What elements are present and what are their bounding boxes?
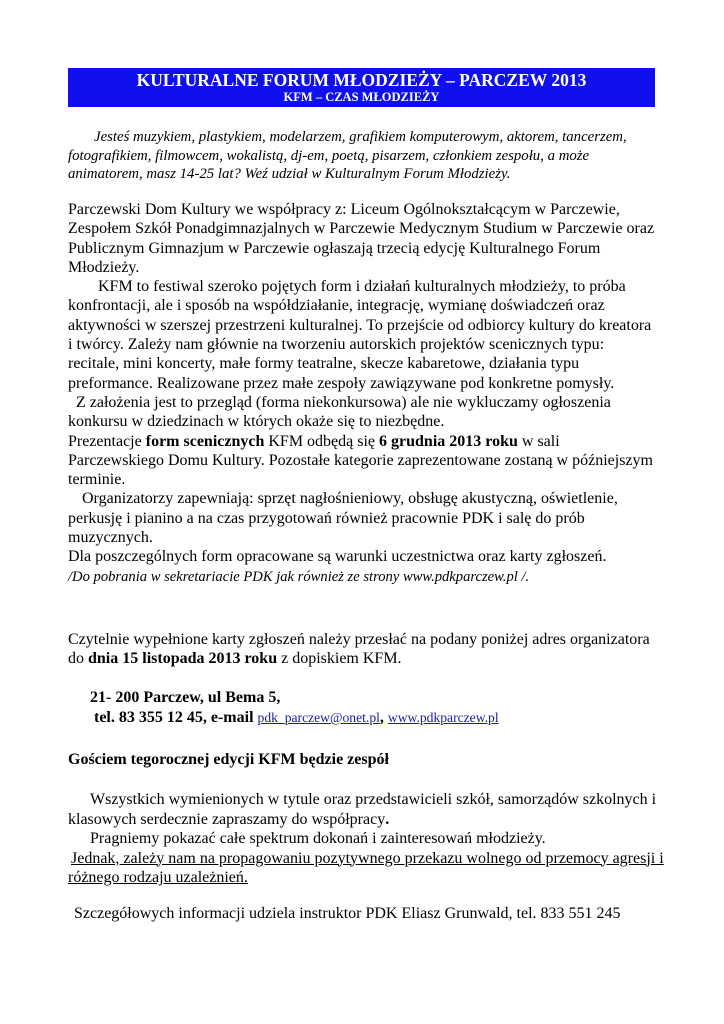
main-body (68, 200, 658, 587)
download-note: /Do pobrania w sekretariacie PDK jak również ze strony www.pdkparczew.pl /. (68, 568, 530, 585)
presentations-date: 6 grudnia 2013 roku (379, 432, 518, 450)
paragraph-festival: KFM to festiwal szeroko pojętych form i działań kulturalnych młodzieży, to próba konfrontacji, ale i sposób na współdziałanie, integrację, wymianę doświadczeń oraz aktywności w szerszej przestrzeni kulturalnej. To przejście od odbiorcy kultury do kreatora i twórcy. Zależy nam głównie na tworzeniu autorskich projektów scenicznych typu: recitale, mini koncerty, małe formy teatralne, skecze kabaretowe, działania typu preformance. Realizowane przez małe zespoły zawiązywane pod konkretne pomysły. (68, 278, 652, 392)
paragraph-message (68, 849, 668, 888)
spectrum-text: Pragniemy pokazać całe spektrum dokonań i zainteresowań młodzieży. (90, 830, 546, 847)
presentations-text-c: KFM odbędą się (264, 432, 380, 450)
intro-text: Jesteś muzykiem, plastykiem, modelarzem, grafikiem komputerowym, aktorem, tancerzem, fotografikiem, filmowcem, wokalistą, dj-em, poetą, pisarzem, członkiem zespołu, a może animatorem, masz 14-25 lat? Weź udział w Kulturalnym Forum Młodzieży. (68, 129, 627, 183)
presentations-text-e: w sali Parczewskiego Domu Kultury. Pozostałe kategorie zaprezentowane zostaną w późniejszym terminie. (68, 432, 653, 489)
paragraph-spectrum (68, 829, 668, 849)
paragraph-review: Z założenia jest to przegląd (forma niekonkursowa) ale nie wykluczamy ogłoszenia konkursu w dziedzinach w których okaże się to niezbędne. (68, 393, 611, 431)
address-block (90, 688, 660, 728)
invitation-period: . (385, 810, 390, 828)
phone-text: tel. 83 355 12 45, e-mail (94, 709, 258, 726)
paragraph-organizers: Organizatorzy zapewniają: sprzęt nagłośnieniowy, obsługę akustyczną, oświetlenie, perkusję i pianino a na czas przygotowań również pracownie PDK i salę do prób muzycznych. (68, 490, 618, 547)
page-title: KULTURALNE FORUM MŁODZIEŻY – PARCZEW 2013 (136, 70, 587, 90)
paragraph-conditions (68, 547, 658, 587)
paragraph-presentations (68, 432, 658, 490)
paragraph-invitation (68, 790, 668, 829)
intro-paragraph (68, 128, 658, 184)
submission-deadline: dnia 15 listopada 2013 roku (88, 650, 278, 668)
presentations-form: form scenicznych (145, 432, 265, 450)
presentations-text-a: Prezentacje (68, 432, 146, 450)
paragraph-partners: Parczewski Dom Kultury we współpracy z: Liceum Ogólnokształcącym w Parczewie, Zespołem Szkół Ponadgimnazjalnych w Parczewie Medycznym Studium w Parczewie oraz Publicznym Gimnazjum w Parczewie ogłaszają trzecią edycję Kulturalnego Forum Młodzieży. (68, 201, 655, 276)
submission-text-c: z dopiskiem KFM. (277, 650, 402, 668)
website-link[interactable]: www.pdkparczew.pl (387, 710, 499, 725)
conditions-text: Dla poszczególnych form opracowane są warunki uczestnictwa oraz karty zgłoszeń. (68, 548, 607, 566)
message-text: Jednak, zależy nam na propagowaniu pozytywnego przekazu wolnego od przemocy agresji i różnego rodzaju uzależnień. (68, 849, 664, 886)
invitation-text: Wszystkich wymienionych w tytule oraz przedstawicieli szkół, samorządów szkolnych i klasowych serdecznie zapraszamy do współpracy (68, 791, 657, 828)
contact-footer: Szczegółowych informacji udziela instruktor PDK Eliasz Grunwald, tel. 833 551 245 (74, 905, 621, 922)
closing-body (68, 790, 668, 888)
email-link[interactable]: pdk_parczew@onet.pl (257, 710, 380, 725)
contact-line (90, 708, 660, 728)
submission-text-a: Czytelnie wypełnione karty zgłoszeń należy przesłać na podany poniżej adres organizatora do (68, 631, 650, 668)
address-line: 21- 200 Parczew, ul Bema 5, (90, 689, 281, 706)
header-banner (68, 68, 655, 107)
contact-separator: , (379, 709, 388, 726)
page-subtitle: KFM – CZAS MŁODZIEŻY (283, 90, 440, 104)
paragraph-submission (68, 630, 658, 669)
guest-heading: Gościem tegorocznej edycji KFM będzie zespół (68, 751, 389, 768)
